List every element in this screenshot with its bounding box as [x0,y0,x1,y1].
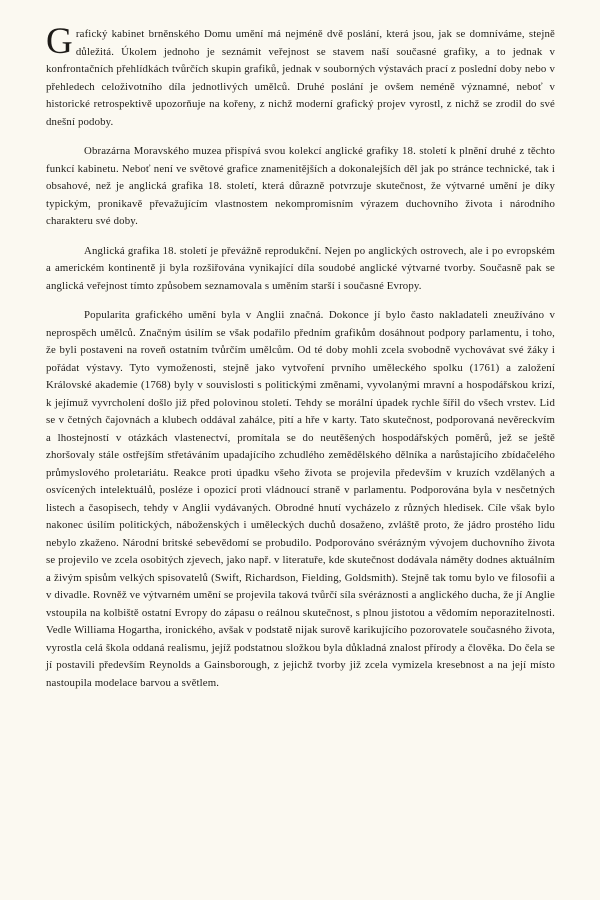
paragraph-2: Obrazárna Moravského muzea přispívá svou kolekcí anglické grafiky 18. století k plnění druhé z těchto funkcí kabinetu. Neboť není ve světové grafice znamenitějších a dokonalejších děl jak po stránce technické, tak i obsahové, než je anglická grafika 18. století, která důrazně potvrzuje skutečnost, že výtvarné umění je díky typickým, pronikavě převažujícím vlastnostem nekompromisním výrazem duchovního života i národního charakteru své doby. [46,145,555,227]
paragraph-1-text: rafický kabinet brněnského Domu umění má nejméně dvě poslání, která jsou, jak se domníváme, stejně důležitá. Úkolem jednoho je seznámit veřejnost se stavem naší současné grafiky, a to jednak v konfrontačních přehlídkách tvůrčích skupin grafiků, jednak v souborných výstavách prací z poslední doby nebo v přehledech celoživotního díla jednotlivých umělců. Druhé poslání je ovšem neméně významné, neboť v historické retrospektivě upozorňuje na kořeny, z nichž moderní grafický projev vyrostl, z nichž se zrodil do své dnešní podoby. [46,28,555,128]
paragraph-1 [46,21,555,131]
paragraph-3: Anglická grafika 18. století je převážně reprodukční. Nejen po anglických ostrovech, ale i po evropském a americkém kontinentě ji byla rozšiřována vynikající díla soudobé anglické výtvarné tvorby. Současně pak se anglická veřejnost tímto způsobem seznamovala s uměním starší i současné Evropy. [46,244,555,292]
paragraph-4: Popularita grafického umění byla v Anglii značná. Dokonce jí bylo často nakladateli zneužíváno v neprospěch umělců. Značným úsilím se však podařilo předním grafikům dosáhnout podpory parlamentu, i toho, že byli postaveni na roveň ostatním tvůrčím umělcům. Od té doby mohli zcela svobodně vychovávat své žáky i pořádat výstavy. Tyto vymoženosti, stejně jako vytvoření prvního uměleckého spolku (1761) a založení Královské akademie (1768) byly v souvislosti s politickými změnami, vyvolanými mravní a hospodářskou krizí, k jejímuž vyvrcholení došlo již před polovinou století. Tehdy se morální úpadek rychle šířil do všech vrstev. Lid se v četných čajovnách a klubech oddával zahálce, pití a hře v karty. Tato skutečnost, podporovaná nevěreckvím a lhostejností v otázkách vlastenectví, promítala se do neutěšených hospodářských poměrů, jež se ještě zhoršovaly stále ostřejším střetáváním upadajícího zchudlého zemědělského dělníka a narůstajícího zbídačelého průmyslového proletariátu. Reakce proti úpadku všeho života se projevila především v kruzích vzdělaných a osvícených intelektuálů, posléze i opozicí proti vládnoucí straně v parlamentu. Podporována byla v nesčetných listech a časopisech, tehdy v Anglii vydávaných. Obrodné hnutí vycházelo z různých hledisek. Cíle však bylo nakonec úsilím politických, náboženských i uměleckých duchů dosaženo, zvláště proto, že jádro prostého lidu nebylo zkaženo. Národní britské sebevědomí se probudilo. Podporováno svérázným vývojem duchovního života se projevilo ve zcela osobitých zjevech, jako např. v literatuře, kde skutečnost dodávala náměty dodnes aktuálním a živým spisům velkých spisovatelů (Swift, Richardson, Fielding, Goldsmith). Stejně tak tomu bylo ve filosofii a v divadle. Rovněž ve výtvarném umění se projevila taková tvůrčí síla svéráznosti a anglického ducha, že jí Anglie vstoupila na kolbiště ostatní Evropy do zápasu o reálnou skutečnost, s plnou jistotou a vědomím neporazitelnosti. Vedle Williama Hogartha, ironického, avšak v podstatě nijak surově karikujícího pozorovatele současného života, vyrostla celá škola oddaná realismu, jejíž podstatnou složkou byla důkladná znalost přírody a člověka. Do čela se jí postavili především Reynolds a Gainsborough, z jejichž tvorby již zcela vymizela kresebnost a na její místo nastoupila modelace barvou a světlem. [46,309,555,689]
drop-cap: G [46,21,73,62]
